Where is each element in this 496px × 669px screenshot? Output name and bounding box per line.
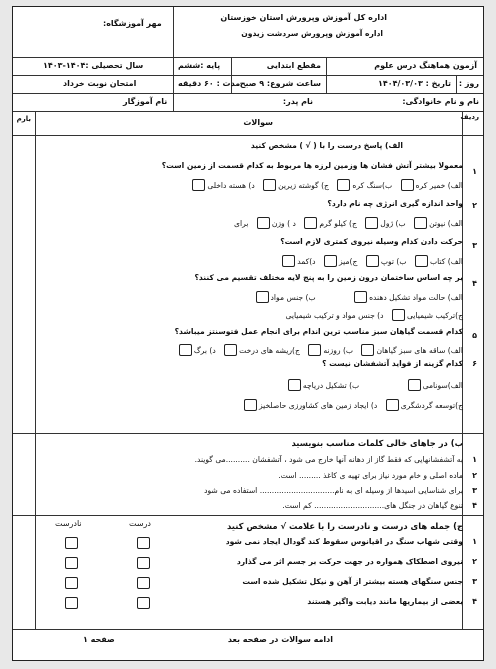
c1-number: ۱ <box>472 537 477 546</box>
header-info-row-1 <box>13 57 483 76</box>
q4-checkbox-a[interactable] <box>354 291 367 303</box>
q6-option-d: د) ایجاد زمین های کشاورزی حاصلخیز <box>258 400 378 410</box>
grade-label: پایه :ششم <box>178 61 221 70</box>
org-line-1: اداره کل آموزش وپرورش استان خوزستان <box>220 13 387 22</box>
q6-number: ۶ <box>472 359 477 368</box>
q2-option-d: د ) وزن <box>271 218 296 228</box>
q6-checkbox-d[interactable] <box>244 399 257 411</box>
b1-text: به آتشفشانهایی که فقط گاز از دهانه آنها خارج می شود ، آتشفشان ..........می گویند. <box>194 455 463 464</box>
q6-checkbox-b[interactable] <box>288 379 301 391</box>
q3-option-a: الف) کتاب <box>429 256 463 266</box>
start-time-label: ساعت شروع: ۹ صبح <box>239 79 321 88</box>
q6-option-a: الف)سونامی <box>422 380 463 390</box>
col-row-header: ردیف <box>460 113 479 121</box>
page-number: صفحه ۱ <box>83 635 115 644</box>
exam-sheet <box>12 6 484 661</box>
q1-checkbox-c[interactable] <box>263 179 276 191</box>
q4-options-row-2 <box>280 309 463 321</box>
q4-option-d: د) جنس مواد و ترکیب شیمیایی <box>285 310 384 320</box>
b4-number: ۴ <box>472 501 477 510</box>
section-b-title: ب) در جاهای خالی کلمات مناسب بنویسید <box>291 438 463 448</box>
q4-option-c: ج)ترکیب شیمیایی <box>406 310 463 320</box>
q3-text: حرکت دادن کدام وسیله نیروی کمتری لازم است؟ <box>280 237 463 246</box>
q6-options-row-2 <box>238 399 463 411</box>
q1-option-a: الف) خمیر کره <box>415 180 463 190</box>
c4-number: ۴ <box>472 597 477 606</box>
year-label: سال تحصیلی :۱۴۰۴-۱۴۰۳ <box>43 61 144 70</box>
header-org-row <box>13 7 483 58</box>
day-label: روز : <box>458 79 479 88</box>
q4-text: بر چه اساس ساختمان درون زمین را به پنج لایه مختلف تقسیم می کنند؟ <box>194 273 463 282</box>
q5-number: ۵ <box>472 331 477 340</box>
c2-true-checkbox[interactable] <box>137 557 150 569</box>
footer <box>13 629 483 660</box>
q4-option-a: الف) حالت مواد تشکیل دهنده <box>369 292 463 302</box>
continue-note: ادامه سوالات در صفحه بعد <box>227 635 333 644</box>
q2-option-b: ب) ژول <box>380 218 406 228</box>
c1-true-checkbox[interactable] <box>137 537 150 549</box>
q2-text: واحد اندازه گیری انرژی چه نام دارد؟ <box>327 199 463 208</box>
q5-checkbox-d[interactable] <box>179 344 192 356</box>
b2-text: ماده اصلی و خام مورد نیاز برای تهیه ی کاغذ ......... است. <box>278 471 463 480</box>
q5-checkbox-b[interactable] <box>308 344 321 356</box>
q6-option-b: ب) تشکیل دریاچه <box>302 380 360 390</box>
q6-option-c: ج)توسعه گردشگری <box>400 400 463 410</box>
section-a <box>13 135 483 434</box>
q1-option-d: د) هسته داخلی <box>207 180 255 190</box>
q4-number: ۴ <box>472 279 477 288</box>
q1-option-b: ب)سنگ کره <box>352 180 393 190</box>
q6-checkbox-a[interactable] <box>408 379 421 391</box>
q3-checkbox-b[interactable] <box>366 255 379 267</box>
b2-number: ۲ <box>472 471 477 480</box>
section-c-title: ج) جمله های درست و نادرست را با علامت √ مشخص کنید <box>226 521 463 531</box>
c2-text: نیروی اصطکاک همواره در جهت حرکت بر جسم اثر می گذارد <box>236 557 463 566</box>
q3-checkbox-a[interactable] <box>415 255 428 267</box>
org-line-2: اداره آموزش وپرورش سردشت زیدون <box>241 29 383 38</box>
q3-number: ۳ <box>472 241 477 250</box>
q4-options-row-1 <box>250 291 463 303</box>
q1-option-c: ج) گوشته زیرین <box>278 180 329 190</box>
q5-text: کدام قسمت گیاهان سبز مناسب ترین اندام برای انجام عمل فتوسنتز میباشد؟ <box>174 327 463 336</box>
q3-option-b: ب) توپ <box>380 256 407 266</box>
q2-option-a: الف) نیوتن <box>429 218 463 228</box>
c1-false-checkbox[interactable] <box>65 537 78 549</box>
b3-text: برای شناسایی اسیدها از وسیله ای به نام............................... استفاده می شود <box>204 486 463 495</box>
q1-checkbox-a[interactable] <box>401 179 414 191</box>
q5-option-d: د) برگ <box>193 345 216 355</box>
q3-options <box>276 255 463 267</box>
section-b <box>13 433 483 516</box>
c3-true-checkbox[interactable] <box>137 577 150 589</box>
q2-checkbox-c[interactable] <box>304 217 317 229</box>
q2-checkbox-a[interactable] <box>414 217 427 229</box>
q3-option-d: د)کمد <box>297 256 316 266</box>
c1-text: وقتی شهاب سنگ در اقیانوس سقوط کند گودال ایجاد نمی شود <box>225 537 463 546</box>
q5-checkbox-c[interactable] <box>224 344 237 356</box>
col-false-label: نادرست <box>55 519 82 528</box>
exam-title: آزمون هماهنگ درس علوم <box>374 61 477 70</box>
q6-text: کدام گزینه از فواید آتشفشان نیست ؟ <box>322 359 463 368</box>
q2-option-extra: برای <box>234 218 249 228</box>
q4-checkbox-c[interactable] <box>392 309 405 321</box>
student-name-label: نام و نام خانوادگی: <box>402 97 479 106</box>
duration-label: مدت : ۶۰ دقیقه <box>178 79 241 88</box>
q6-options-row-1 <box>282 379 463 391</box>
c3-number: ۳ <box>472 577 477 586</box>
q5-options <box>173 344 463 356</box>
table-head <box>13 111 483 136</box>
q1-number: ۱ <box>472 167 477 176</box>
father-name-label: نام پدر: <box>282 97 313 106</box>
q5-option-a: الف) ساقه های سبز گیاهان <box>376 345 463 355</box>
q2-option-c: ج) کیلو گرم <box>319 218 357 228</box>
col-true-label: درست <box>129 519 151 528</box>
q1-options <box>186 179 463 191</box>
teacher-name-label: نام آموزگار <box>123 97 168 106</box>
section-c <box>13 515 483 630</box>
q2-checkbox-d[interactable] <box>257 217 270 229</box>
q4-option-b: ب) جنس مواد <box>270 292 316 302</box>
header-student-row <box>13 93 483 112</box>
c3-text: جنس سنگهای هسته بیشتر از آهن و نیکل تشکیل شده است <box>242 577 463 586</box>
b4-text: تنوع گیاهان در جنگل های............................. کم است. <box>282 501 463 510</box>
q1-text: معمولا بیشتر آتش فشان ها وزمین لرزه ها مربوط به کدام قسمت از زمین است؟ <box>161 161 463 170</box>
col-questions-header: سوالات <box>243 118 273 127</box>
q5-option-c: ج)ریشه های درخت <box>239 345 300 355</box>
q5-option-b: ب) روزنه <box>323 345 354 355</box>
q3-checkbox-d[interactable] <box>282 255 295 267</box>
section-a-title: الف) پاسخ درست را با ( √ ) مشخص کنید <box>250 141 403 150</box>
level-label: مقطع ابتدایی <box>266 61 321 70</box>
q5-checkbox-a[interactable] <box>361 344 374 356</box>
b1-number: ۱ <box>472 455 477 464</box>
session-label: امتحان نوبت خرداد <box>63 79 137 88</box>
q2-checkbox-b[interactable] <box>365 217 378 229</box>
date-label: تاریخ : ۱۴۰۴/۰۳/۰۳ <box>377 79 451 88</box>
c2-number: ۲ <box>472 557 477 566</box>
q1-checkbox-d[interactable] <box>192 179 205 191</box>
c4-false-checkbox[interactable] <box>65 597 78 609</box>
c4-true-checkbox[interactable] <box>137 597 150 609</box>
b3-number: ۳ <box>472 486 477 495</box>
c2-false-checkbox[interactable] <box>65 557 78 569</box>
c3-false-checkbox[interactable] <box>65 577 78 589</box>
q4-checkbox-b[interactable] <box>256 291 269 303</box>
c4-text: بعضی از بیماریها مانند دیابت واگیر هستند <box>307 597 463 606</box>
q3-checkbox-c[interactable] <box>324 255 337 267</box>
q1-checkbox-b[interactable] <box>337 179 350 191</box>
q2-number: ۲ <box>472 201 477 210</box>
col-score-header: بارم <box>16 115 31 123</box>
q6-checkbox-c[interactable] <box>386 399 399 411</box>
school-stamp-label: مهر آموزشگاه: <box>103 19 162 28</box>
q3-option-c: ج)میز <box>338 256 358 266</box>
q2-options <box>228 217 463 229</box>
header-info-row-2 <box>13 75 483 94</box>
